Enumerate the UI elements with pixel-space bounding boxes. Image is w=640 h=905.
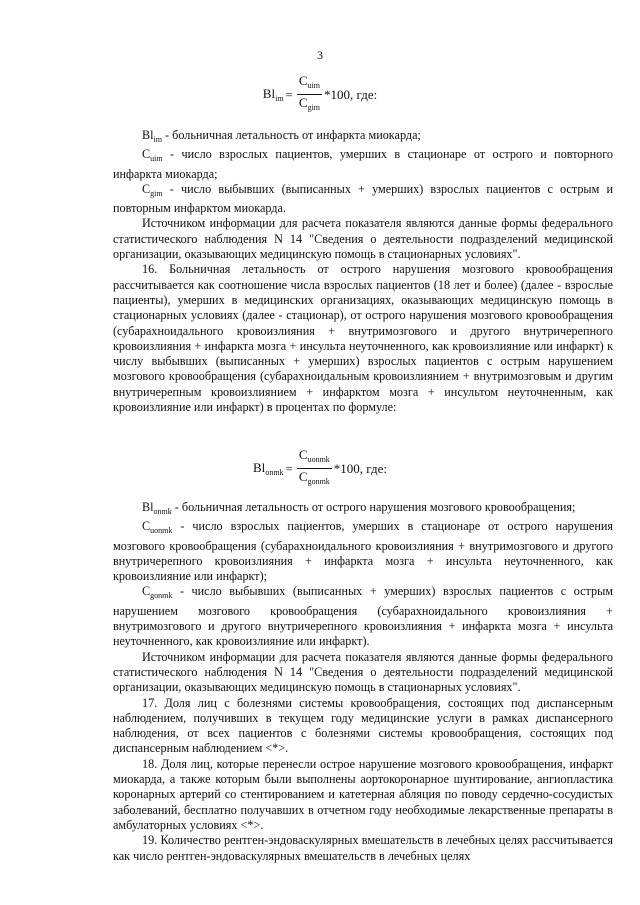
item-18-paragraph: 18. Доля лиц, которые перенесли острое нарушение мозгового кровообращения, инфаркт миокарда, а также которым были выполнены аортокоронарное шунтирование, ангиопластика коронарных артерий со стентированием и катетерная абляция по поводу сердечно-сосудистых заболеваний, бесплатно получавших в отчетном году необходимые лекарственные препараты в амбулаторных условиях <*>. [113, 756, 613, 832]
definition-c-gim: $C_{gim}$ - число выбывших (выписанных + умерших) взрослых пациентов с острым и повторным инфарктом миокарда. [113, 181, 613, 216]
formula-fraction: $\frac{C_{uim}}{C_{gim}}$ [298, 73, 321, 112]
page-number: 3 [317, 48, 323, 62]
item-17-paragraph: 17. Доля лиц с болезнями системы кровообращения, состоящих под диспансерным наблюдением, получивших в текущем году медицинские услуги в рамках диспансерного наблюдения, от всех пациентов с болезнями системы кровообращения, состоящих под диспансерным наблюдением <*>. [113, 695, 613, 756]
formula-mortality-stroke: $Bl_{onmk}$ = $\frac{C_{uonmk}}{C_{gonmk}}$ *100, где: [0, 448, 640, 489]
source-paragraph-1: Источником информации для расчета показателя являются данные формы федерального статистического наблюдения N 14 "Сведения о деятельности подразделений медицинской организации, оказывающих медицинскую помощь в стационарных условиях". [113, 216, 613, 262]
section-defs-2 [113, 500, 613, 864]
item-16-paragraph: 16. Больничная летальность от острого нарушения мозгового кровообращения рассчитывается как соотношение числа взрослых пациентов (18 лет и более) (далее - взрослые пациенты), умерших в медицинских организациях, оказывающих медицинскую помощь в стационарных условиях (далее - стационар), от острого нарушения мозгового кровообращения (субарахноидального кровоизлияния + внутримозгового и другого внутричерепного кровоизлияния + инфаркта мозга + инсульта неуточненного, как кровоизлияние или инфаркт) к числу выбывших (выписанных + умерших) взрослых пациентов с острым нарушением мозгового кровообращения (субарахноидальным кровоизлиянием + внутримозговым и другим внутричерепным кровоизлиянием + инфарктом мозга + инсультом неуточненным, как кровоизлияние или инфаркт) в процентах по формуле: [113, 262, 613, 415]
definition-c-uonmk: $C_{uonmk}$ - число взрослых пациентов, умерших в стационаре от острого нарушения мозгового кровообращения (субарахноидального кровоизлияния + внутримозгового и другого внутричерепного кровоизлияния + инфаркта мозга + инсульта неуточненного, как кровоизлияние или инфаркт); [113, 519, 613, 584]
formula-fraction: $\frac{C_{uonmk}}{C_{gonmk}}$ [298, 447, 330, 486]
formula-mortality-infarction: $Bl_{im}$ = $\frac{C_{uim}}{C_{gim}}$ *100, где: [0, 74, 640, 115]
definition-bl-im: $Bl_{im}$ - больничная летальность от инфаркта миокарда; [142, 128, 421, 144]
item-19-paragraph: 19. Количество рентген-эндоваскулярных вмешательств в лечебных целях рассчитывается как число рентген-эндоваскулярных вмешательств в лечебных целях [113, 833, 613, 863]
formula-lhs: $Bl_{im}$ [262, 86, 284, 103]
formula-tail: *100, где: [333, 460, 387, 476]
definition-c-uim: $C_{uim}$ - число взрослых пациентов, умерших в стационаре от острого и повторного инфаркта миокарда; [113, 147, 613, 181]
formula-lhs: $Bl_{onmk}$ [253, 460, 284, 477]
section-defs-1 [113, 128, 613, 415]
source-paragraph-2: Источником информации для расчета показателя являются данные формы федерального статистического наблюдения N 14 "Сведения о деятельности подразделений медицинской организации, оказывающих медицинскую помощь в стационарных условиях". [113, 649, 613, 695]
definition-c-gonmk: $C_{gonmk}$ - число выбывших (выписанных + умерших) взрослых пациентов с острым нарушением мозгового кровообращения (субарахноидального кровоизлияния + внутримозгового и другого внутричерепного кровоизлияния + инфаркта мозга + инсульта неуточненного, как кровоизлияние или инфаркт). [113, 584, 613, 649]
formula-tail: *100, где: [324, 86, 378, 102]
definition-bl-onmk: $Bl_{onmk}$ - больничная летальность от острого нарушения мозгового кровообращения; [142, 500, 576, 516]
